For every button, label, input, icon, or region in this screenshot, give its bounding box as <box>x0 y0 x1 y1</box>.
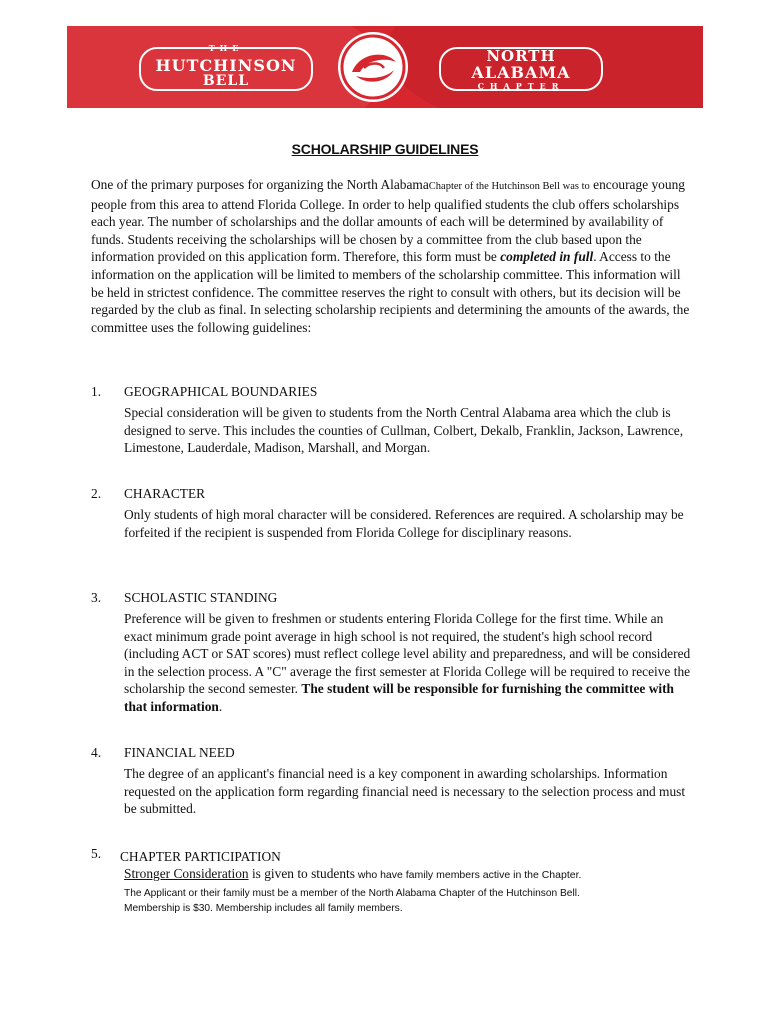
logo-the: THE <box>208 43 244 53</box>
section-4-heading: FINANCIAL NEED <box>124 745 235 760</box>
section-4-number: 4. <box>91 745 102 760</box>
section-5-sub-sans: who have family members active in the Chapter. <box>354 869 582 881</box>
section-5-note-line1: The Applicant or their family must be a member of the North Alabama Chapter of the Hutchinson Bell. <box>124 888 580 899</box>
section-4-body: The degree of an applicant's financial need is a key component in awarding scholarships. Information requested on the application form regarding financial need is necessary to the selection process and must be submitted. <box>124 766 686 817</box>
logo-bell: BELL <box>202 73 250 89</box>
section-5-subtext <box>124 866 684 882</box>
section-5-number: 5. <box>91 846 102 861</box>
intro-paragraph <box>91 176 691 336</box>
section-2-heading: CHARACTER <box>124 486 206 501</box>
section-1-number: 1. <box>91 384 102 399</box>
section-3-body <box>124 610 694 716</box>
intro-part3: encourage young people from this area to attend Florida College. In order to help qualified students the club offers scholarships each year. The number of scholarships and the dollar amounts of each will be determined by availability of funds. Students receiving the scholarships will be chosen by a committee from the club based upon the information provided on this application form. Therefore, this form must be <box>91 177 685 265</box>
north-alabama-chapter-logo <box>439 47 603 91</box>
hutchinson-bell-logo <box>139 43 313 91</box>
logo-north: NORTH <box>486 47 556 65</box>
section-1-body: Special consideration will be given to students from the North Central Alabama area which the club is designed to serve. This includes the counties of Cullman, Colbert, Dekalb, Franklin, Jackson, Lawrence, Limestone, Lauderdale, Madison, Marshall, and Morgan. <box>124 405 684 456</box>
section-5-note <box>124 886 684 916</box>
section-3-bold-text: The student will be responsible for furnishing the committee with that information <box>124 681 674 714</box>
intro-part1: One of the primary purposes for organizing the North Alabama <box>91 177 429 192</box>
section-5-sub-serif: is given to students <box>248 866 355 881</box>
page-title-text: SCHOLARSHIP GUIDELINES <box>291 141 479 157</box>
section-3-heading: SCHOLASTIC STANDING <box>124 590 278 605</box>
section-3-bold-after: . <box>218 698 223 714</box>
section-2-number: 2. <box>91 486 102 501</box>
logo-hutchinson: HUTCHINSON <box>155 56 297 75</box>
section-5-heading: CHAPTER PARTICIPATION <box>120 849 281 864</box>
section-5-note-line2: Membership is $30. Membership includes all family members. <box>124 903 403 914</box>
logo-chapter: CHAPTER <box>477 81 565 91</box>
header-banner <box>67 26 703 108</box>
intro-part4: . Access to the information on the application will be limited to members of the scholarship committee. This information will be held in strictest confidence. The committee reserves the right to consult with others, but its decision will be regarded by the club as final. In selecting scholarship recipients and determining the amounts of the awards, the committee uses the following guidelines: <box>91 249 690 335</box>
intro-part2: Chapter of the Hutchinson Bell was to <box>428 181 590 192</box>
logo-alabama: ALABAMA <box>471 63 571 82</box>
section-3-number: 3. <box>91 590 102 605</box>
section-1-heading: GEOGRAPHICAL BOUNDARIES <box>124 384 318 399</box>
bell-swirl-emblem-icon <box>338 32 408 102</box>
section-3-body-text: Preference will be given to freshmen or students entering Florida College for the first time. While an exact minimum grade point average in high school is not required, the student's high school record (including ACT or SAT scores) must reflect college level ability and preparedness, and will be considered in the selection process. A "C" average the first semester at Florida College will be required to receive the scholarship the second semester. <box>124 611 691 697</box>
page-title <box>0 141 770 157</box>
intro-emphasis: completed in full <box>500 249 594 265</box>
section-2-body: Only students of high moral character will be considered. References are required. A scholarship may be forfeited if the recipient is suspended from Florida College for disciplinary reasons. <box>124 507 684 540</box>
section-5-stronger-consideration: Stronger Consideration <box>124 866 249 881</box>
